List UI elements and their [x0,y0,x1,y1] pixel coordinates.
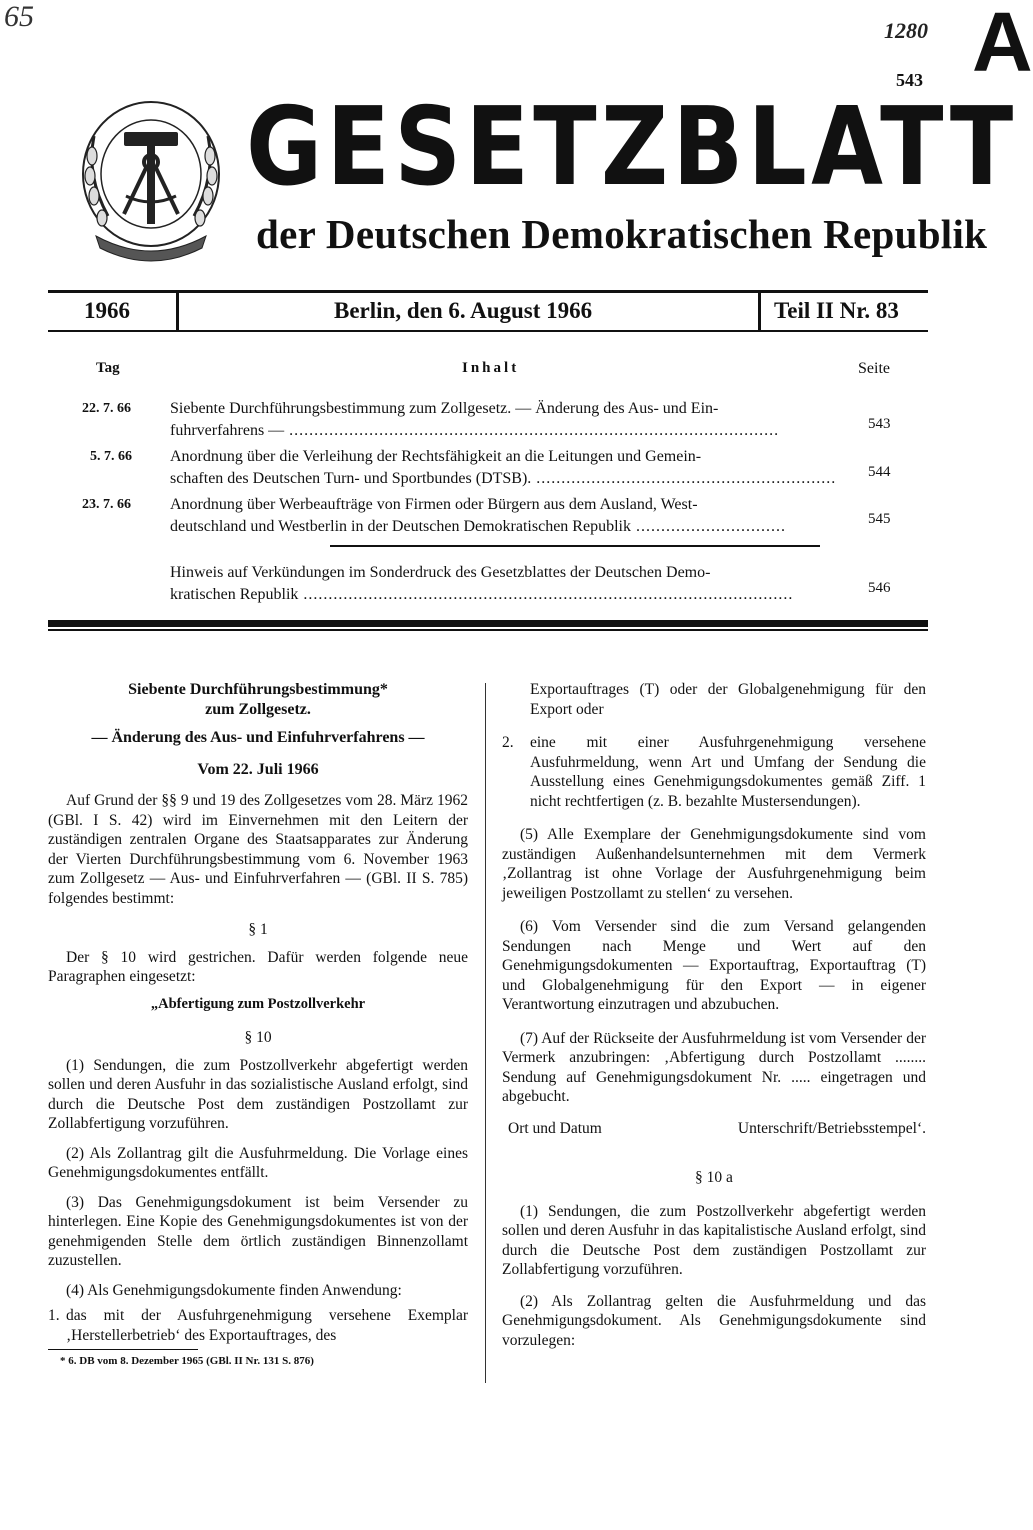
toc-divider [330,545,820,547]
list-item: 1. das mit der Ausfuhrgenehmigung versehene Exemplar ‚Herstellerbetrieb‘ des Exportauftrages, des [48,1307,468,1344]
signature-place-date: Ort und Datum [508,1119,602,1137]
subsection-text: (1) Sendungen, die zum Postzollverkehr abgefertigt werden sollen und deren Ausfuhr in das kapitalistische Ausland erfolgt, sind durch die Deutsche Post dem zuständigen Postzollamt zur Zollabfertigung vorzuführen. [502,1202,926,1278]
footnote: * 6. DB vom 8. Dezember 1965 (GBl. II Nr. 131 S. 876) [60,1355,314,1367]
masthead-subtitle: der Deutschen Demokratischen Republik [256,211,988,257]
subsection-text: (1) Sendungen, die zum Postzollverkehr abgefertigt werden sollen und deren Ausfuhr in das sozialistische Ausland erfolgt, sind durch die Deutsche Post dem zuständigen Postzollamt zur Zollabfertigung vorzuführen. [48,1056,468,1132]
page-number: 543 [896,70,923,90]
left-column [48,680,468,1372]
toc-header-page: Seite [858,360,890,377]
paragraph-number: § 10 [244,1029,272,1046]
subsection-text: (2) Als Zollantrag gilt die Ausfuhrmeldung. Die Vorlage eines Genehmigungsdokumentes entfällt. [48,1144,468,1181]
issue-place-date: Berlin, den 6. August 1966 [334,298,593,323]
section-separator-thin [48,629,928,631]
handwritten-letter-a: A [972,0,1033,89]
decree-subject: — Änderung des Aus- und Einfuhrverfahrens — [91,729,425,746]
right-column [502,680,926,1350]
footnote-rule [48,1349,198,1350]
decree-heading: Siebente Durchführungsbestimmung* [128,681,388,698]
subsection-text: (6) Vom Versender sind die zum Versand gelangenden Sendungen nach Menge und Wert auf den Genehmigungsdokumenten — Exportauftrag, Exportauftrag (T) und Globalgenehmigung für den Export — in eigener Verantwortung einzutragen und abzubuchen. [502,918,926,1013]
toc-entry-title: Anordnung über Werbeaufträge von Firmen oder Bürgern aus dem Ausland, West- deutschland und Westberlin in der Deutschen Demokratischen Republik .............................. [170,496,786,535]
toc-entry-page: 543 [868,416,891,432]
paragraph-number: § 1 [248,921,268,938]
subsection-text: (4) Als Genehmigungsdokumente finden Anwendung: [66,1281,402,1299]
subsection-text: (7) Auf der Rückseite der Ausfuhrmeldung ist vom Versender der Vermerk anzubringen: ‚Abfertigung durch Postzollamt ........ Sendung auf Genehmigungsdokument Nr. ..... eingetragen und abgebucht. [502,1029,926,1105]
signature-line [502,1119,926,1139]
toc-entry-date: 23. 7. 66 [82,497,131,512]
subsection-text: (5) Alle Exemplare der Genehmigungsdokumente sind vom zuständigen Außenhandelsunternehmen mit dem Vermerk ‚Zollantrag ist ohne Vorlage der Ausfuhrgenehmigung beim jeweiligen Postzollamt zu stellen‘ zu versehen. [502,826,926,902]
toc-entry-page: 545 [868,511,891,527]
handwritten-mark-top-left: 65 [4,0,34,33]
paragraph-text: Der § 10 wird gestrichen. Dafür werden folgende neue Paragraphen eingesetzt: [48,948,468,985]
decree-preamble: Auf Grund der §§ 9 und 19 des Zollgesetzes vom 28. März 1962 (GBl. I S. 42) wird im Einvernehmen mit den Leitern der zuständigen zentralen Organe des Staatsapparates zur Änderung der Vierten Durchführungsbestimmung vom 6. November 1963 zum Zollgesetz — Aus- und Einfuhrverfahren — (GBl. II S. 785) folgendes bestimmt: [48,792,468,907]
toc-entry-title: Siebente Durchführungsbestimmung zum Zollgesetz. — Änderung des Aus- und Ein- fuhrverfahrens — .................................................................................................. [170,400,780,439]
list-item-continuation: Exportauftrages (T) oder der Globalgenehmigung für den Export oder [530,681,926,718]
signature-stamp: Unterschrift/Betriebsstempel‘. [737,1119,926,1137]
issue-part-number: Teil II Nr. 83 [774,298,899,323]
toc-notice: Hinweis auf Verkündungen im Sonderdruck des Gesetzblattes der Deutschen Demo- kratischen Republik .................................................................................................. [170,564,794,603]
toc-entry-date: 5. 7. 66 [90,449,132,464]
toc-notice-page: 546 [868,580,891,596]
toc-header-day: Tag [96,360,120,376]
toc-entry-date: 22. 7. 66 [82,401,131,416]
paragraph-number: § 10 a [695,1169,733,1186]
section-subheading: „Abfertigung zum Postzollverkehr [150,995,366,1012]
subsection-text: (2) Als Zollantrag gelten die Ausfuhrmeldung und das Genehmigungsdokument. Als Genehmigungsdokumente sind vorzulegen: [502,1292,926,1349]
toc-header-content: Inhalt [462,360,520,376]
list-item: 2. eine mit einer Ausfuhrgenehmigung versehene Ausfuhrmeldung, wenn Art und Umfang der Sendung die Ausstellung eines Genehmigungsdokumentes gemäß Ziff. 1 nicht rechtfertigen (z. B. bezahlte Mustersendungen). [502,734,926,810]
section-separator [48,620,928,627]
subsection-text: (3) Das Genehmigungsdokument ist beim Versender zu hinterlegen. Eine Kopie des Genehmigungsdokumentes ist von der genehmigenden Stelle dem örtlich zuständigen Binnenzollamt zuzustellen. [48,1193,468,1269]
issue-year: 1966 [84,298,130,323]
toc-entry-title: Anordnung über die Verleihung der Rechtsfähigkeit an die Leitungen und Gemein- schaften des Deutschen Turn- und Sportbundes (DTSB). ............................................................ [170,448,837,487]
column-divider [485,683,486,1383]
state-emblem-icon [76,96,226,264]
toc-entry-page: 544 [868,464,891,480]
decree-date: Vom 22. Juli 1966 [197,760,319,778]
handwritten-number-top-right: 1280 [884,18,928,43]
masthead-title: GESETZBLATT [246,85,1018,210]
decree-heading-sub: zum Zollgesetz. [205,700,311,718]
issue-header-bar [48,290,928,332]
